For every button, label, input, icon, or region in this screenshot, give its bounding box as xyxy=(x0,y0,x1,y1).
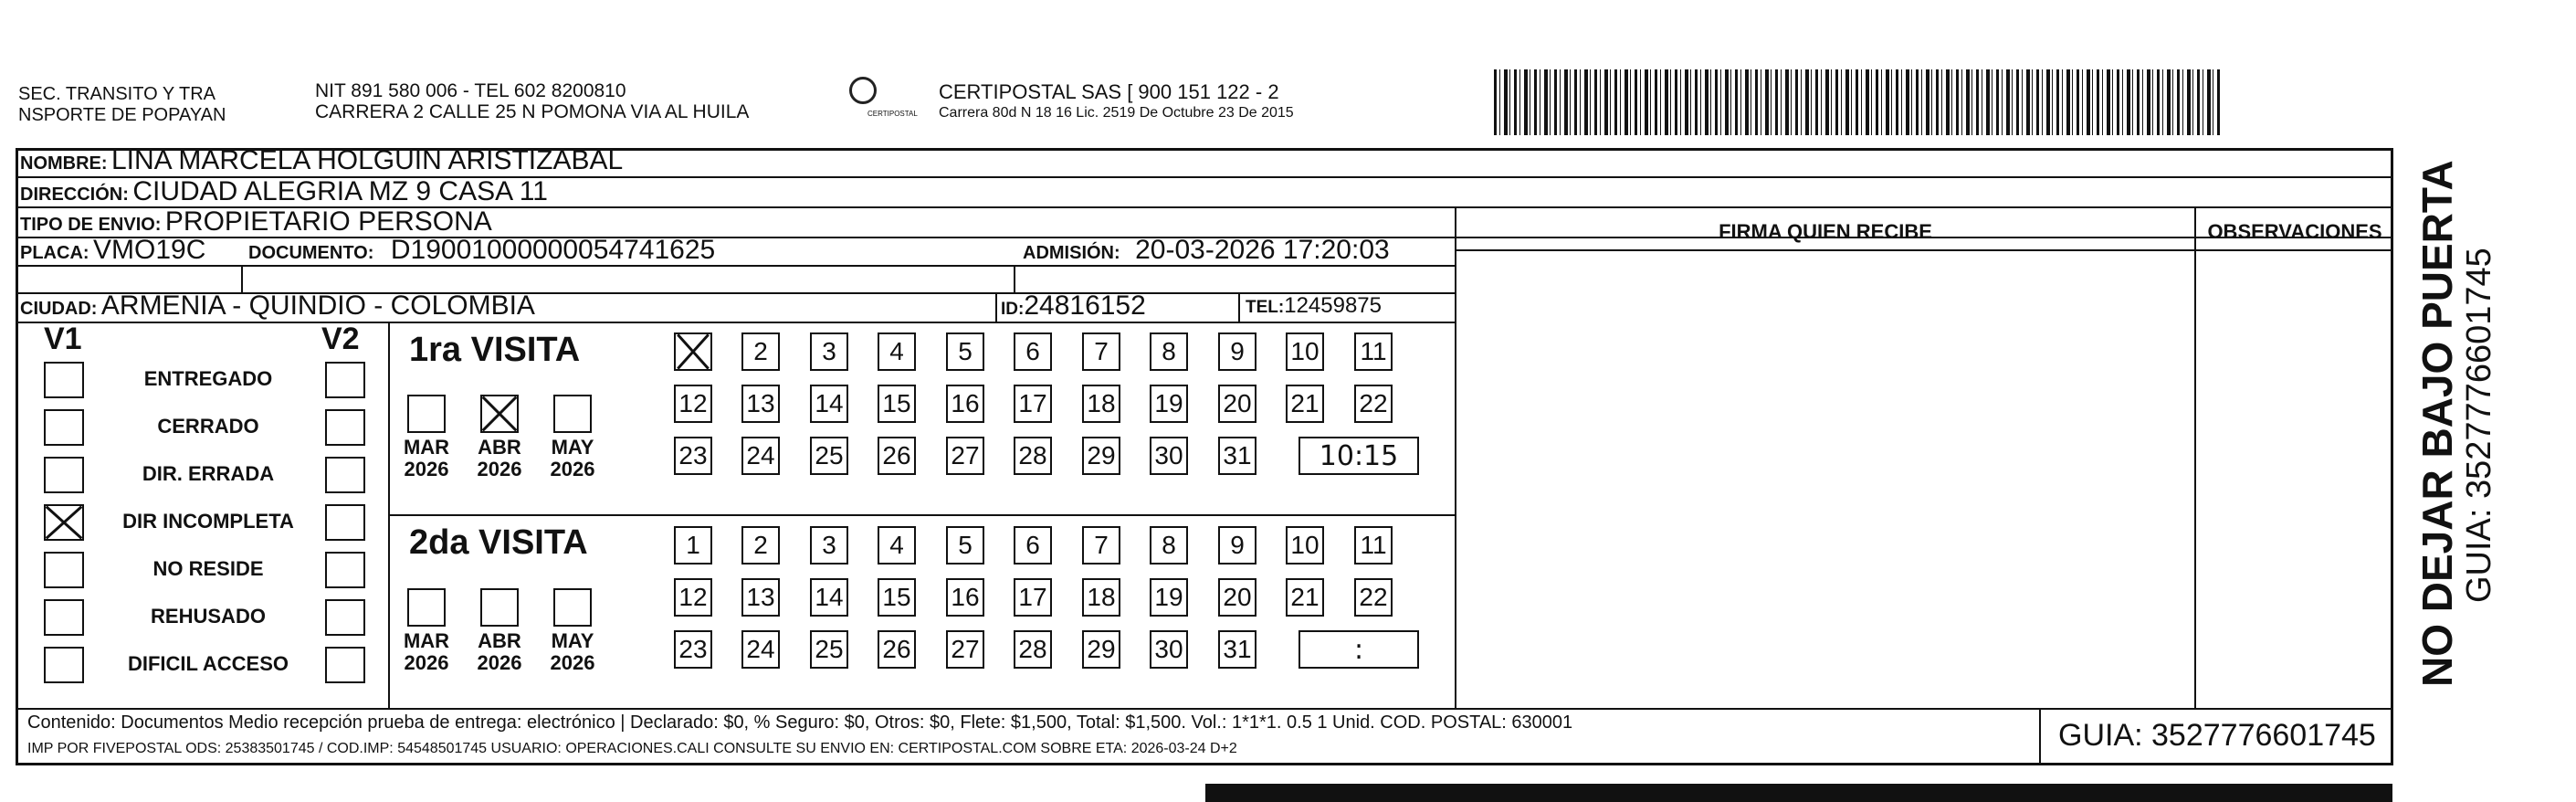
day-box[interactable]: 12 xyxy=(674,578,712,617)
nit-block xyxy=(315,80,749,122)
day-box[interactable]: 11 xyxy=(1354,526,1393,565)
day-box[interactable]: 2 xyxy=(741,526,780,565)
month-label: MAY xyxy=(551,629,594,652)
month-block xyxy=(468,437,531,480)
day-box[interactable]: 28 xyxy=(1014,630,1052,669)
day-box[interactable]: 25 xyxy=(810,437,848,475)
v2-checkbox[interactable] xyxy=(325,599,365,636)
v1-checkbox[interactable] xyxy=(44,409,84,446)
side-guia: GUIA: 3527776601745 xyxy=(2460,248,2498,603)
day-box[interactable]: 27 xyxy=(946,437,984,475)
day-box[interactable]: 7 xyxy=(1082,332,1120,371)
day-box[interactable]: 6 xyxy=(1014,332,1052,371)
day-box[interactable]: 8 xyxy=(1150,526,1188,565)
footer-guia: GUIA: 3527776601745 xyxy=(2058,718,2376,753)
visit1-title: 1ra VISITA xyxy=(409,331,581,369)
placa-value: VMO19C xyxy=(93,235,206,265)
tel-value: 12459875 xyxy=(1284,293,1382,318)
v1-checkbox[interactable] xyxy=(44,647,84,683)
contenido-line: Contenido: Documentos Medio recepción prueba de entrega: electrónico | Declarado: $0, % Seguro: $0, Otros: $0, Flete: $1,500, Total: $1,500. Vol.: 1*1*1. 0.5 1 Unid. COD. POSTAL: 630001 xyxy=(27,712,1573,733)
year-label: 2026 xyxy=(404,651,449,674)
v1-checkbox[interactable] xyxy=(44,362,84,398)
v1-label: V1 xyxy=(44,322,82,356)
bottom-edge xyxy=(1205,784,2392,802)
day-box[interactable]: 4 xyxy=(878,526,916,565)
year-label: 2026 xyxy=(404,458,449,480)
carrier-block xyxy=(939,80,1294,123)
placa-label: PLACA: xyxy=(20,243,89,263)
day-box[interactable]: 5 xyxy=(946,526,984,565)
month-checkbox-abr[interactable] xyxy=(480,588,519,627)
day-box[interactable]: 22 xyxy=(1354,578,1393,617)
day-box[interactable] xyxy=(674,332,712,371)
admision-cell xyxy=(1023,235,1390,270)
year-label: 2026 xyxy=(477,651,522,674)
v1-checkbox[interactable] xyxy=(44,504,84,541)
logo-icon xyxy=(849,77,877,104)
admision-value: 20-03-2026 17:20:03 xyxy=(1135,235,1390,265)
day-box[interactable]: 20 xyxy=(1218,578,1256,617)
visit2-title: 2da VISITA xyxy=(409,523,588,562)
firma-area[interactable] xyxy=(1456,251,2194,708)
day-box[interactable]: 9 xyxy=(1218,332,1256,371)
time-field[interactable]: 10:15 xyxy=(1299,437,1419,475)
admision-label: ADMISIÓN: xyxy=(1023,243,1120,263)
direccion-label: DIRECCIÓN: xyxy=(20,185,129,205)
status-label: NO RESIDE xyxy=(152,557,264,580)
day-box[interactable]: 26 xyxy=(878,630,916,669)
day-box[interactable]: 5 xyxy=(946,332,984,371)
nit-line: NIT 891 580 006 - TEL 602 8200810 xyxy=(315,80,626,101)
day-box[interactable]: 22 xyxy=(1354,385,1393,423)
status-label: DIFICIL ACCESO xyxy=(127,652,289,675)
day-box[interactable]: 16 xyxy=(946,385,984,423)
id-value: 24816152 xyxy=(1024,290,1146,321)
day-box[interactable]: 18 xyxy=(1082,385,1120,423)
month-label: MAR xyxy=(403,436,450,459)
v2-checkbox[interactable] xyxy=(325,552,365,588)
day-box[interactable]: 29 xyxy=(1082,437,1120,475)
barcode xyxy=(1494,69,2221,135)
day-box[interactable]: 16 xyxy=(946,578,984,617)
day-box[interactable]: 26 xyxy=(878,437,916,475)
day-box[interactable]: 1 xyxy=(674,526,712,565)
license-line: Carrera 80d N 18 16 Lic. 2519 De Octubre 23 De 2015 xyxy=(939,105,1294,121)
issuer-line-2: NSPORTE DE POPAYAN xyxy=(18,105,226,125)
ciudad-row xyxy=(20,290,535,326)
v1-checkbox[interactable] xyxy=(44,552,84,588)
day-box[interactable]: 24 xyxy=(741,630,780,669)
day-box[interactable]: 3 xyxy=(810,526,848,565)
day-box[interactable]: 11 xyxy=(1354,332,1393,371)
day-box[interactable]: 21 xyxy=(1286,578,1324,617)
carrier-logo xyxy=(836,77,890,104)
no-dejar-bajo-puerta: NO DEJAR BAJO PUERTA xyxy=(2413,160,2461,687)
nombre-value: LINA MARCELA HOLGUIN ARISTIZABAL xyxy=(111,145,624,175)
documento-cell xyxy=(248,235,715,270)
imp-line: IMP POR FIVEPOSTAL ODS: 25383501745 / COD.IMP: 54548501745 USUARIO: OPERACIONES.CALI CONSULTE SU ENVIO EN: CERTIPOSTAL.COM SOBRE ETA: 2026-03-24 D+2 xyxy=(27,741,1237,756)
day-box[interactable]: 3 xyxy=(810,332,848,371)
month-label: ABR xyxy=(478,436,521,459)
v2-checkbox[interactable] xyxy=(325,409,365,446)
day-box[interactable]: 28 xyxy=(1014,437,1052,475)
status-label: DIR INCOMPLETA xyxy=(122,510,294,533)
month-checkbox-abr[interactable] xyxy=(480,395,519,433)
day-box[interactable]: 6 xyxy=(1014,526,1052,565)
month-block xyxy=(541,437,605,480)
time-field[interactable]: : xyxy=(1299,630,1419,669)
id-cell xyxy=(1001,290,1146,326)
day-box[interactable]: 15 xyxy=(878,385,916,423)
day-box[interactable]: 4 xyxy=(878,332,916,371)
day-box[interactable]: 21 xyxy=(1286,385,1324,423)
day-box[interactable]: 31 xyxy=(1218,630,1256,669)
year-label: 2026 xyxy=(477,458,522,480)
v1-checkbox[interactable] xyxy=(44,457,84,493)
tipo-value: PROPIETARIO PERSONA xyxy=(164,206,492,237)
day-box[interactable]: 24 xyxy=(741,437,780,475)
documento-label: DOCUMENTO: xyxy=(248,243,374,263)
tel-cell xyxy=(1246,290,1382,324)
month-block xyxy=(394,437,458,480)
day-box[interactable]: 30 xyxy=(1150,437,1188,475)
day-box[interactable]: 15 xyxy=(878,578,916,617)
day-box[interactable]: 14 xyxy=(810,385,848,423)
issuer-block xyxy=(18,84,226,126)
v2-checkbox[interactable] xyxy=(325,504,365,541)
month-checkbox-may[interactable] xyxy=(553,588,592,627)
month-block xyxy=(468,630,531,674)
address-line: CARRERA 2 CALLE 25 N POMONA VIA AL HUILA xyxy=(315,101,750,122)
month-checkbox-mar[interactable] xyxy=(407,395,446,433)
day-box[interactable]: 17 xyxy=(1014,385,1052,423)
day-box[interactable]: 25 xyxy=(810,630,848,669)
day-box[interactable]: 19 xyxy=(1150,385,1188,423)
v2-checkbox[interactable] xyxy=(325,647,365,683)
day-box[interactable]: 14 xyxy=(810,578,848,617)
month-label: ABR xyxy=(478,629,521,652)
month-checkbox-mar[interactable] xyxy=(407,588,446,627)
status-label: REHUSADO xyxy=(151,605,266,628)
day-box[interactable]: 8 xyxy=(1150,332,1188,371)
status-label: DIR. ERRADA xyxy=(142,462,275,485)
v2-checkbox[interactable] xyxy=(325,362,365,398)
day-box[interactable]: 19 xyxy=(1150,578,1188,617)
direccion-value: CIUDAD ALEGRIA MZ 9 CASA 11 xyxy=(132,176,548,206)
day-box[interactable]: 2 xyxy=(741,332,780,371)
documento-value: D19001000000054741625 xyxy=(390,235,716,265)
tel-label: TEL: xyxy=(1246,298,1285,317)
day-box[interactable]: 23 xyxy=(674,437,712,475)
day-box[interactable]: 20 xyxy=(1218,385,1256,423)
ciudad-value: ARMENIA - QUINDIO - COLOMBIA xyxy=(100,290,535,321)
day-box[interactable]: 27 xyxy=(946,630,984,669)
nombre-label: NOMBRE: xyxy=(20,153,108,174)
status-label: CERRADO xyxy=(157,415,259,438)
observaciones-area[interactable] xyxy=(2196,251,2393,708)
day-box[interactable]: 13 xyxy=(741,578,780,617)
observaciones-header: OBSERVACIONES xyxy=(2207,220,2382,243)
logo-caption: CERTIPOSTAL xyxy=(867,110,918,118)
day-box[interactable]: 17 xyxy=(1014,578,1052,617)
month-block xyxy=(394,630,458,674)
day-box[interactable]: 31 xyxy=(1218,437,1256,475)
v1-checkbox[interactable] xyxy=(44,599,84,636)
month-label: MAY xyxy=(551,436,594,459)
day-box[interactable]: 29 xyxy=(1082,630,1120,669)
day-box[interactable]: 13 xyxy=(741,385,780,423)
ciudad-label: CIUDAD: xyxy=(20,299,98,319)
month-label: MAR xyxy=(403,629,450,652)
day-box[interactable]: 10 xyxy=(1286,526,1324,565)
issuer-line-1: SEC. TRANSITO Y TRA xyxy=(18,84,216,104)
firma-header: FIRMA QUIEN RECIBE xyxy=(1719,220,1932,243)
month-block xyxy=(541,630,605,674)
v2-label: V2 xyxy=(321,322,360,356)
day-box[interactable]: 23 xyxy=(674,630,712,669)
day-box[interactable]: 30 xyxy=(1150,630,1188,669)
year-label: 2026 xyxy=(550,651,595,674)
day-box[interactable]: 9 xyxy=(1218,526,1256,565)
placa-cell xyxy=(20,235,205,270)
day-box[interactable]: 12 xyxy=(674,385,712,423)
month-checkbox-may[interactable] xyxy=(553,395,592,433)
carrier-line: CERTIPOSTAL SAS [ 900 151 122 - 2 xyxy=(939,80,1279,103)
day-box[interactable]: 10 xyxy=(1286,332,1324,371)
tipo-label: TIPO DE ENVIO: xyxy=(20,215,162,235)
year-label: 2026 xyxy=(550,458,595,480)
id-label: ID: xyxy=(1001,300,1025,319)
v2-checkbox[interactable] xyxy=(325,457,365,493)
day-box[interactable]: 18 xyxy=(1082,578,1120,617)
status-label: ENTREGADO xyxy=(143,367,273,390)
day-box[interactable]: 7 xyxy=(1082,526,1120,565)
